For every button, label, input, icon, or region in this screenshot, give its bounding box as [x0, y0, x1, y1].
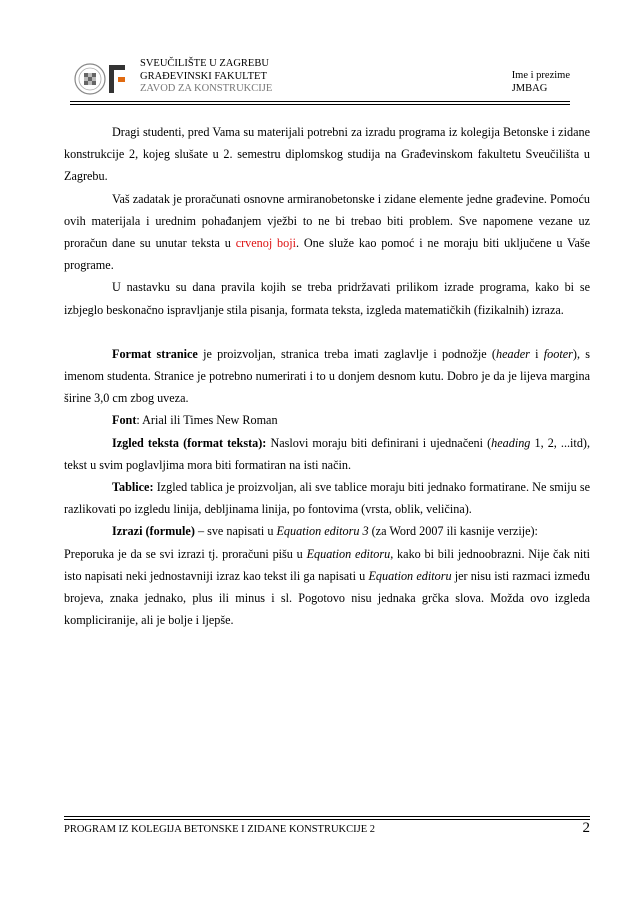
page-content [64, 121, 590, 631]
paragraph-tables: Tablice: Izgled tablica je proizvoljan, ali sve tablice moraju biti jednako formatirane. Ne smiju se razlikovati po izgledu linija, debljinama linija, po fontovima (vrsta, oblik, veličina). [64, 480, 590, 517]
footer-rule-thin [64, 819, 590, 820]
paragraph-text-format: Izgled teksta (format teksta): Naslovi moraju biti definirani i ujednačeni (heading 1, 2, ...itd), tekst u svim poglavljima mora biti formatiran na isti način. [64, 435, 591, 472]
faculty-name: GRAĐEVINSKI FAKULTET [140, 70, 267, 82]
header-rule-thin [70, 104, 570, 105]
paragraph-task: Vaš zadatak je proračunati osnovne armiranobetonske i zidane elemente jedne građevine. Pomoću ovih materijala i urednim pohađanjem vježbi to ne bi trebao biti problem. Sve napomene vezane uz proračun dane su unutar teksta u crvenoj boji. One služe kao pomoć i ne moraju biti uključene u Vaše programe. [64, 191, 591, 273]
header-rule [70, 101, 570, 102]
student-name-label: Ime i prezime [511, 70, 570, 81]
student-info [512, 70, 570, 95]
footer-title: PROGRAM IZ KOLEGIJA BETONSKE I ZIDANE KONSTRUKCIJE 2 [64, 824, 376, 835]
footer-rule [64, 816, 590, 817]
paragraph-recommendation: Preporuka je da se svi izrazi tj. proračuni pišu u Equation editoru, kako bi bili jednoobrazni. Nije čak niti isto napisati neki jednostavniji izraz kao tekst ili ga napisati u Equation editoru jer nisu isti razmaci između brojeva, znaka jednako, plus ili minus i sl. Pogotovo nisu jednaka grčka slova. Možda ovo izgleda kompliciranije, ali je bolje i ljepše. [64, 546, 590, 628]
university-name: SVEUČILIŠTE U ZAGREBU [140, 58, 269, 69]
paragraph-intro: Dragi studenti, pred Vama su materijali potrebni za izradu programa iz kolegija Betonske i zidane konstrukcije 2, kojeg slušate u 2. semestru diplomskog studija na Građevinskom fakultetu Sveučilišta u Zagrebu. [64, 125, 590, 184]
institution-block [140, 58, 272, 96]
paragraph-page-format: Format stranice je proizvoljan, stranica treba imati zaglavlje i podnožje (header i footer), s imenom studenta. Stranice je potrebno numerirati i to u donjem desnom kutu. Dobro je da je lijeva margina širine 3,0 cm zbog uveza. [64, 346, 591, 406]
page-header [70, 58, 570, 102]
student-id-label: JMBAG [511, 82, 548, 94]
paragraph-font: Font: Arial ili Times New Roman [112, 413, 278, 428]
paragraph-formulas: Izrazi (formule) – sve napisati u Equation editoru 3 (za Word 2007 ili kasnije verzije): [112, 524, 538, 539]
paragraph-rules: U nastavku su dana pravila kojih se treba pridržavati prilikom izrade programa, kako bi se izbjeglo beskonačno ispravljanje stila pisanja, formata teksta, izgleda matematičkih (fizikalnih) izraza. [64, 280, 590, 317]
faculty-logo-icon [73, 62, 129, 96]
page-number: 2 [582, 820, 590, 836]
department-name: ZAVOD ZA KONSTRUKCIJE [140, 83, 273, 94]
red-text: crvenoj boji [235, 236, 297, 251]
